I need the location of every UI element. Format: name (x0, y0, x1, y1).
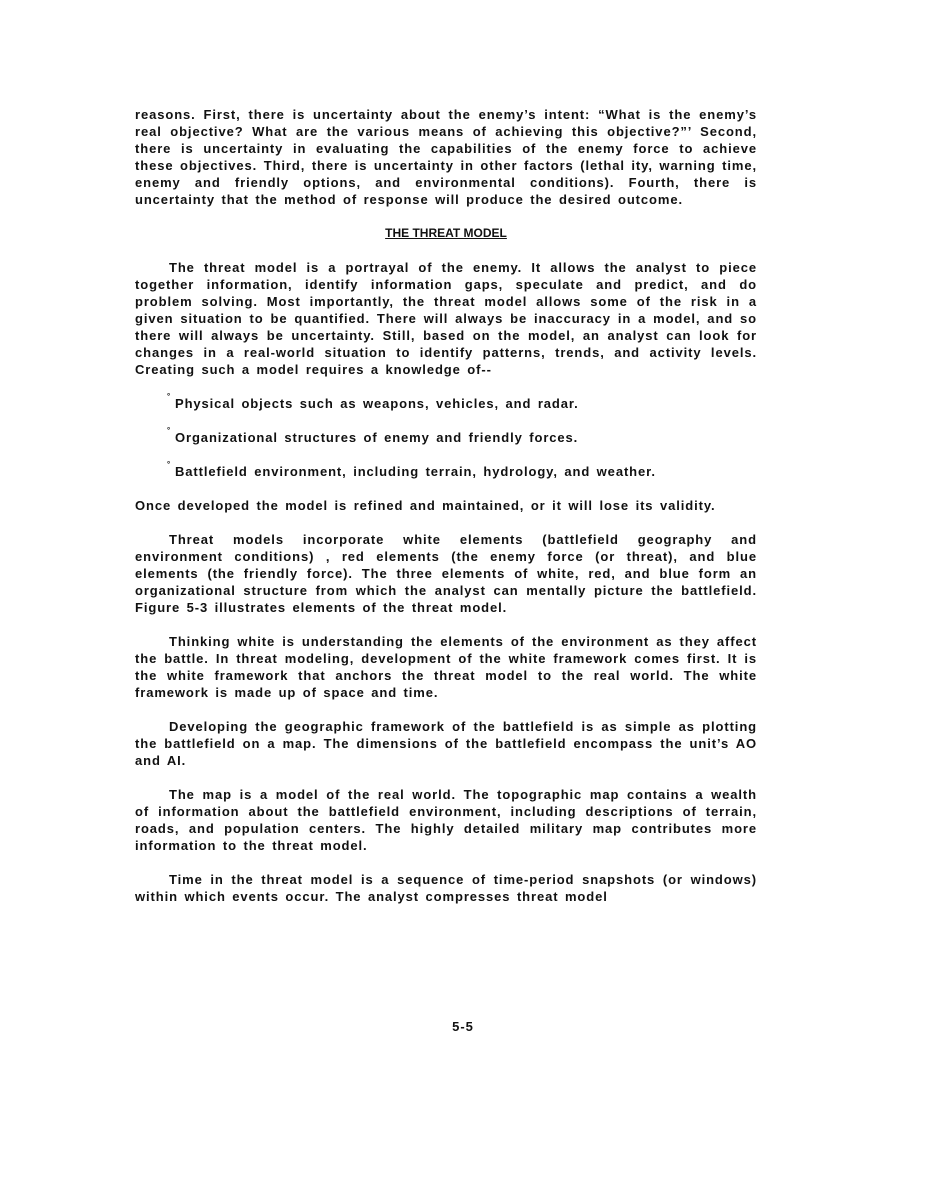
section-heading: THE THREAT MODEL (385, 226, 507, 240)
list-item (135, 392, 757, 412)
paragraph-geographic-framework: Developing the geographic framework of the battlefield is as simple as plotting the battlefield on a map. The dimensions of the battlefield encompass the unit’s AO and AI. (135, 719, 757, 768)
paragraph-map: The map is a model of the real world. The topographic map contains a wealth of information about the battlefield environment, including descriptions of terrain, roads, and population centers. The highly detailed military map contributes more information to the threat model. (135, 787, 757, 853)
paragraph-elements: Threat models incorporate white elements (battlefield geography and environment conditions) , red elements (the enemy force (or threat), and blue elements (the friendly force). The three elements of white, red, and blue form an organizational structure from which the analyst can mentally picture the battlefield. Figure 5-3 illustrates elements of the threat model. (135, 532, 757, 615)
paragraph-reasons: reasons. First, there is uncertainty about the enemy’s intent: “What is the enemy’s real objective? What are the various means of achieving this objective?”’ Second, there is uncertainty in evaluating the capabilities of the enemy force to achieve these objectives. Third, there is uncertainty in other factors (lethal ity, warning time, enemy and friendly options, and environmental conditions). Fourth, there is uncertainty that the method of response will produce the desired outcome. (135, 107, 757, 207)
list-item (135, 426, 757, 446)
list-item-text: Battlefield environment, including terrain, hydrology, and weather. (175, 464, 656, 479)
list-item (135, 460, 757, 480)
paragraph-threat-model: The threat model is a portrayal of the enemy. It allows the analyst to piece together information, identify information gaps, speculate and predict, and do problem solving. Most importantly, the threat model allows some of the risk in a given situation to be quantified. There will always be inaccuracy in a model, and so there will always be uncertainty. Still, based on the model, an analyst can look for changes in a real-world situation to identify patterns, trends, and activity levels. Creating such a model requires a knowledge of-- (135, 260, 757, 377)
list-item-text: Physical objects such as weapons, vehicles, and radar. (175, 396, 579, 411)
page-number: 5-5 (452, 1019, 474, 1034)
knowledge-list (135, 392, 757, 480)
degree-bullet-icon: ° (167, 426, 172, 435)
list-item-text: Organizational structures of enemy and friendly forces. (175, 430, 579, 445)
paragraph-time: Time in the threat model is a sequence of time-period snapshots (or windows) within which events occur. The analyst compresses threat model (135, 872, 757, 904)
paragraph-thinking-white: Thinking white is understanding the elements of the environment as they affect the battle. In threat modeling, development of the white framework comes first. It is the white framework that anchors the threat model to the real world. The white framework is made up of space and time. (135, 634, 757, 700)
degree-bullet-icon: ° (167, 460, 172, 469)
paragraph-validity: Once developed the model is refined and maintained, or it will lose its validity. (135, 498, 716, 513)
degree-bullet-icon: ° (167, 392, 172, 401)
page-body (135, 106, 757, 922)
